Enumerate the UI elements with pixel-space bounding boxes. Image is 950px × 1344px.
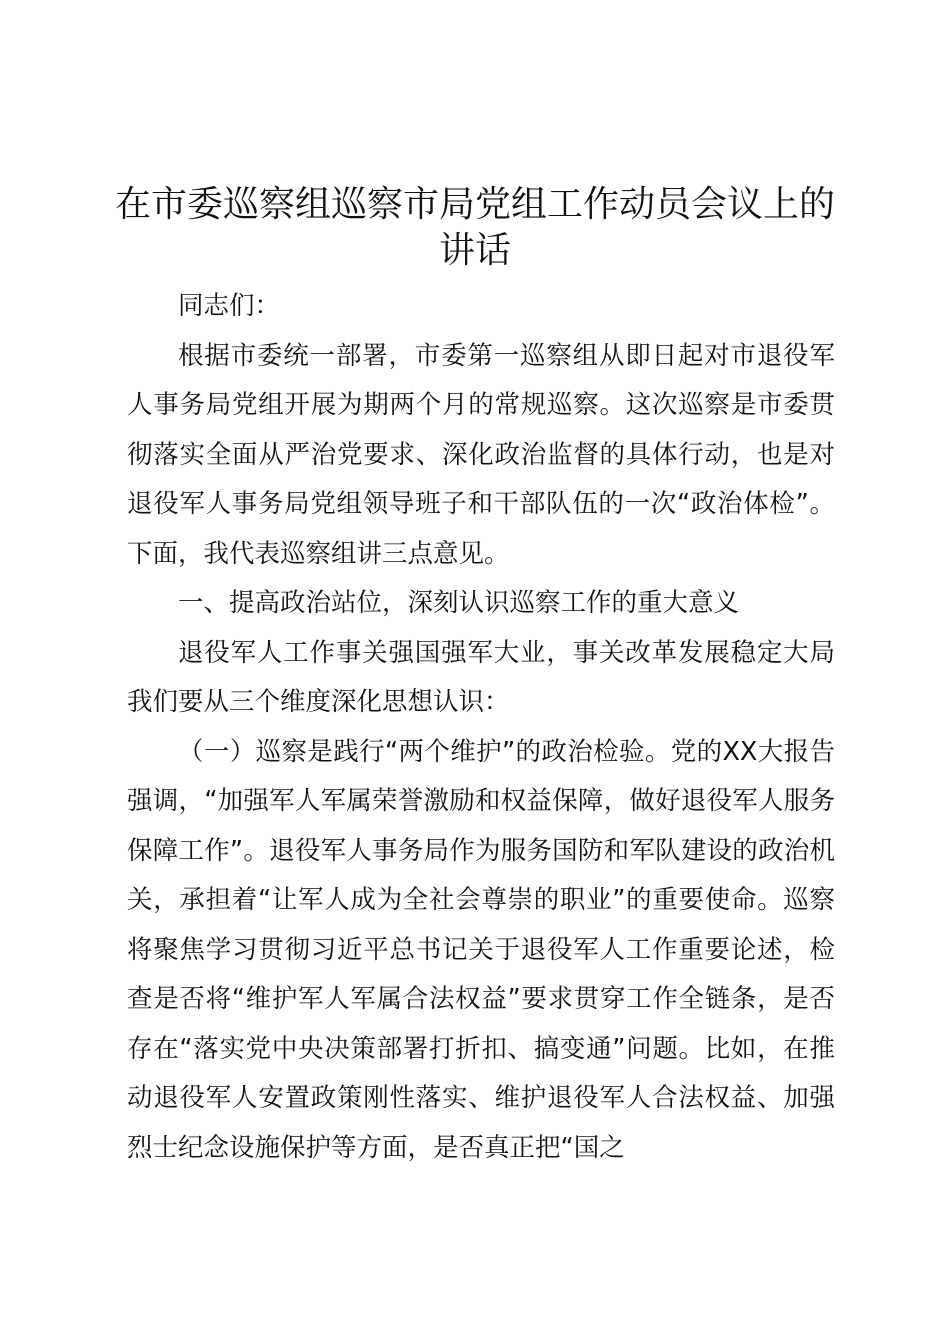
paragraph-dimensions: 退役军人工作事关强国强军大业，事关改革发展稳定大局我们要从三个维度深化思想认识： [127, 637, 835, 717]
document-title: 在市委巡察组巡察市局党组工作动员会议上的讲话 [114, 184, 835, 271]
paragraph-political-test: （一）巡察是践行“两个维护”的政治检验。党的XX大报告强调，“加强军人军属荣誉激励和权益保障，做好退役军人服务保障工作”。退役军人事务局作为服务国防和军队建设的政治机关，承担着“让军人成为全社会尊崇的职业”的重要使命。巡察将聚焦学习贯彻习近平总书记关于退役军人工作重要论述，检查是否将“维护军人军属合法权益”要求贯穿工作全链条，是否存在“落实党中央决策部署打折扣、搞变通”问题。比如，在推动退役军人安置政策刚性落实、维护退役军人合法权益、加强烈士纪念设施保护等方面，是否真正把“国之 [127, 736, 835, 1163]
section-heading-1: 一、提高政治站位，深刻认识巡察工作的重大意义 [178, 588, 740, 618]
document-body [127, 282, 835, 1173]
salutation: 同志们： [178, 291, 281, 321]
paragraph-intro: 根据市委统一部署，市委第一巡察组从即日起对市退役军人事务局党组开展为期两个月的常规巡察。这次巡察是市委贯彻落实全面从严治党要求、深化政治监督的具体行动，也是对退役军人事务局党组领导班子和干部队伍的一次“政治体检”。下面，我代表巡察组讲三点意见。 [127, 340, 835, 569]
